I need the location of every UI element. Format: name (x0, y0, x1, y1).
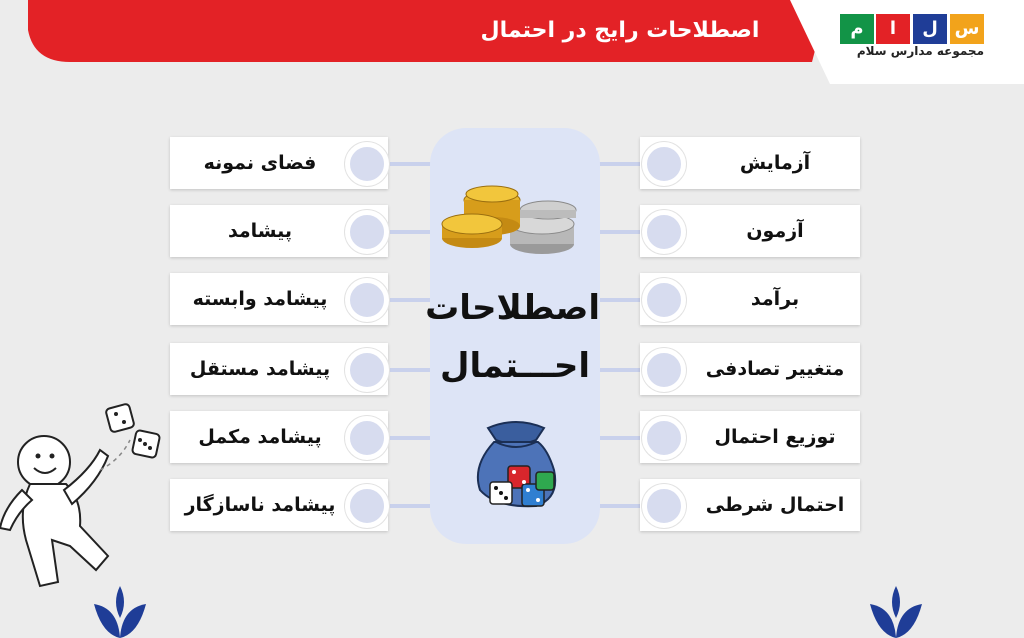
logo-letter-1: س (950, 14, 984, 44)
center-panel (425, 128, 600, 544)
logo-letter-3: ا (876, 14, 910, 44)
center-title-line1: اصطلاحات (425, 288, 600, 328)
term-label: آزمون (746, 220, 804, 242)
logo-letter-2: ل (913, 14, 947, 44)
logo-caption: مجموعه مدارس سلام (856, 44, 984, 58)
coins-stack-icon (438, 180, 592, 258)
leaf-sprout-icon (864, 584, 928, 638)
dice-throwing-figure (0, 400, 170, 590)
term-label: آزمایش (739, 152, 811, 174)
term-label: پیشامد ناسازگار (184, 494, 336, 516)
logo-letter-4: م (840, 14, 874, 44)
center-title-line2: احـــتمال (440, 346, 590, 386)
term-label: توزیع احتمال (714, 426, 836, 448)
term-label: احتمال شرطی (705, 494, 845, 516)
term-label: پیشامد مکمل (198, 426, 322, 448)
term-label: پیشامد وابسته (192, 288, 328, 310)
leaf-sprout-icon (88, 584, 152, 638)
school-logo (828, 10, 998, 70)
term-label: پیشامد (227, 220, 293, 242)
term-label: برآمد (750, 288, 800, 310)
term-label: فضای نمونه (203, 152, 317, 174)
page-title: اصطلاحات رایج در احتمال (480, 18, 760, 43)
dice-bag-icon (466, 418, 566, 514)
term-label: پیشامد مستقل (189, 358, 331, 380)
term-label: متغییر تصادفی (705, 358, 845, 380)
